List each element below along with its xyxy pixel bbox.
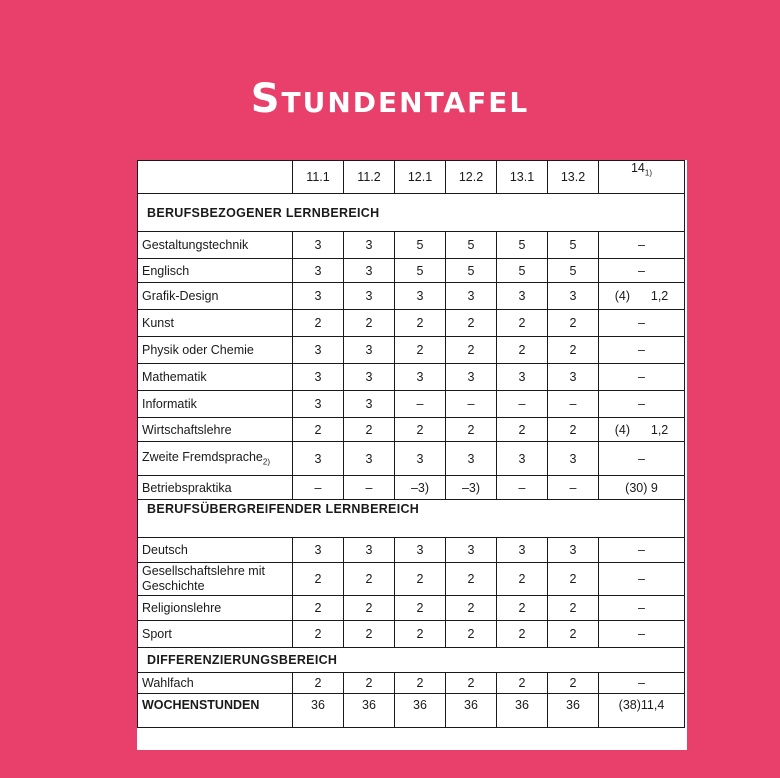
hours-cell-14: – — [599, 563, 685, 596]
subject-label: Kunst — [142, 316, 174, 330]
subject-row — [138, 442, 685, 476]
hours-cell: 3 — [446, 364, 497, 391]
hours-cell: 2 — [446, 673, 497, 694]
hours-cell: 3 — [293, 232, 344, 259]
subject-name — [138, 364, 293, 391]
section-title: DIFFERENZIERUNGSBEREICH — [138, 648, 685, 673]
hours-cell: 2 — [344, 418, 395, 442]
hours-cell: 2 — [344, 596, 395, 621]
column-header — [548, 161, 599, 194]
total-row — [138, 694, 685, 728]
hours-cell: 2 — [497, 310, 548, 337]
hours-cell: 2 — [497, 337, 548, 364]
subject-row — [138, 673, 685, 694]
subject-name — [138, 476, 293, 500]
hours-cell: 5 — [548, 259, 599, 283]
hours-cell: 3 — [293, 538, 344, 563]
subject-label: Deutsch — [142, 543, 188, 557]
hours-cell-14: (30) 9 — [599, 476, 685, 500]
subject-label: Zweite Fremdsprache — [142, 450, 263, 465]
hours-cell: 3 — [344, 259, 395, 283]
hours-cell: 2 — [395, 596, 446, 621]
section-row — [138, 500, 685, 538]
subject-name — [138, 310, 293, 337]
hours-cell-14: – — [599, 538, 685, 563]
hours-cell: – — [293, 476, 344, 500]
hours-cell-14: – — [599, 596, 685, 621]
subject-name — [138, 283, 293, 310]
hours-cell: 3 — [497, 283, 548, 310]
hours-cell: – — [497, 391, 548, 418]
subject-label: Informatik — [142, 397, 197, 411]
hours-cell: 2 — [548, 418, 599, 442]
column-header — [395, 161, 446, 194]
hours-cell: 2 — [497, 621, 548, 648]
hours-cell: 2 — [293, 418, 344, 442]
total-cell: 36 — [293, 694, 344, 728]
hours-cell: 3 — [344, 232, 395, 259]
hours-cell: 3 — [344, 538, 395, 563]
column-header-label: 13.1 — [509, 170, 535, 184]
hours-cell: 2 — [548, 337, 599, 364]
hours-cell: 2 — [395, 337, 446, 364]
hours-cell: 3 — [395, 283, 446, 310]
hours-cell: 2 — [548, 673, 599, 694]
hours-cell-14: – — [599, 673, 685, 694]
hours-cell: 3 — [395, 364, 446, 391]
hours-cell: 5 — [395, 232, 446, 259]
subject-name — [138, 337, 293, 364]
hours-cell: 5 — [446, 259, 497, 283]
hours-cell: – — [548, 476, 599, 500]
hours-cell: 3 — [548, 364, 599, 391]
total-cell: 36 — [497, 694, 548, 728]
hours-cell: 3 — [344, 337, 395, 364]
column-header-label: 11.2 — [357, 170, 381, 184]
total-cell-14: (38)11,4 — [599, 694, 685, 728]
hours-cell-14: – — [599, 232, 685, 259]
hours-cell: 3 — [446, 283, 497, 310]
hours-cell: 2 — [446, 337, 497, 364]
hours-cell: 2 — [344, 621, 395, 648]
hours-cell: 2 — [293, 673, 344, 694]
subject-label: Mathematik — [142, 370, 207, 384]
hours-cell: 3 — [293, 442, 344, 476]
hours-cell-14: – — [599, 259, 685, 283]
hours-cell: 2 — [395, 310, 446, 337]
subject-name — [138, 442, 293, 476]
hours-cell: 5 — [497, 259, 548, 283]
hours-cell: 2 — [548, 596, 599, 621]
section-title: BERUFSÜBERGREIFENDER LERNBEREICH — [138, 500, 685, 538]
section-title: BERUFSBEZOGENER LERNBEREICH — [138, 194, 685, 232]
subject-row — [138, 563, 685, 596]
hours-cell: 3 — [293, 364, 344, 391]
subject-name — [138, 563, 293, 596]
column-header — [293, 161, 344, 194]
hours-cell: 3 — [395, 538, 446, 563]
hours-cell: 2 — [293, 563, 344, 596]
hours-cell: 3 — [293, 337, 344, 364]
hours-cell: 2 — [446, 310, 497, 337]
hours-cell-14: – — [599, 391, 685, 418]
hours-cell: 5 — [395, 259, 446, 283]
hours-cell: 2 — [395, 418, 446, 442]
total-cell: 36 — [395, 694, 446, 728]
hours-cell: 3 — [344, 442, 395, 476]
subject-label: Betriebspraktika — [142, 480, 232, 495]
hours-cell: 3 — [497, 364, 548, 391]
column-header-label: 12.1 — [407, 170, 433, 184]
hours-cell: – — [548, 391, 599, 418]
subject-name — [138, 418, 293, 442]
subject-label: Religionslehre — [142, 601, 222, 615]
hours-cell: 2 — [293, 621, 344, 648]
subject-row — [138, 418, 685, 442]
page-title: Stundentafel — [250, 76, 530, 122]
header-row — [138, 161, 685, 194]
subject-name — [138, 232, 293, 259]
hours-cell: 2 — [395, 621, 446, 648]
hours-cell: 3 — [344, 283, 395, 310]
hours-cell: 2 — [395, 673, 446, 694]
hours-cell: 2 — [446, 563, 497, 596]
hours-cell: 2 — [548, 563, 599, 596]
hours-cell: 2 — [293, 596, 344, 621]
hours-cell: – — [395, 391, 446, 418]
subject-row — [138, 476, 685, 500]
column-header — [497, 161, 548, 194]
subject-row — [138, 621, 685, 648]
subject-row — [138, 283, 685, 310]
subject-label: Physik oder Chemie — [142, 343, 254, 357]
hours-cell: 2 — [446, 621, 497, 648]
subject-row — [138, 596, 685, 621]
hours-cell-14: – — [599, 337, 685, 364]
hours-cell: 5 — [548, 232, 599, 259]
hours-cell: 2 — [497, 563, 548, 596]
subject-label: Englisch — [142, 263, 190, 278]
timetable-sheet — [137, 160, 687, 750]
column-header-label: 13.2 — [560, 170, 586, 184]
subject-row — [138, 337, 685, 364]
hours-cell: 3 — [395, 442, 446, 476]
hours-cell: 5 — [446, 232, 497, 259]
subject-label: Sport — [142, 627, 172, 641]
total-label: WOCHENSTUNDEN — [138, 694, 293, 728]
hours-cell: 3 — [548, 442, 599, 476]
subject-name — [138, 391, 293, 418]
hours-cell: 2 — [497, 596, 548, 621]
hours-cell: 3 — [497, 538, 548, 563]
hours-cell-14: – — [599, 364, 685, 391]
subject-name — [138, 538, 293, 563]
hours-cell-14: (4) 1,2 — [599, 283, 685, 310]
hours-cell: 3 — [344, 364, 395, 391]
hours-cell: 3 — [497, 442, 548, 476]
hours-cell: 2 — [293, 310, 344, 337]
section-row — [138, 194, 685, 232]
hours-cell: 2 — [548, 621, 599, 648]
subject-label: Gesellschaftslehre mit Geschichte — [142, 564, 265, 593]
column-header — [138, 161, 293, 194]
timetable — [137, 160, 685, 728]
subject-name — [138, 673, 293, 694]
subject-name — [138, 259, 293, 283]
hours-cell: 2 — [548, 310, 599, 337]
hours-cell-14: – — [599, 621, 685, 648]
hours-cell: 3 — [293, 259, 344, 283]
total-cell: 36 — [548, 694, 599, 728]
hours-cell: 3 — [446, 538, 497, 563]
hours-cell: 3 — [548, 283, 599, 310]
hours-cell: – — [344, 476, 395, 500]
column-header-label: 11.1 — [306, 170, 330, 184]
hours-cell: 2 — [344, 673, 395, 694]
hours-cell: 2 — [446, 418, 497, 442]
hours-cell: – — [446, 391, 497, 418]
hours-cell: 2 — [497, 673, 548, 694]
hours-cell-14: – — [599, 310, 685, 337]
column-header-label: 12.2 — [458, 170, 484, 184]
hours-cell: 3 — [344, 391, 395, 418]
subject-name — [138, 621, 293, 648]
subject-label: Grafik-Design — [142, 289, 219, 303]
hours-cell: 2 — [395, 563, 446, 596]
hours-cell: 2 — [497, 418, 548, 442]
subject-row — [138, 364, 685, 391]
hours-cell: – — [497, 476, 548, 500]
hours-cell: 3 — [293, 391, 344, 418]
hours-cell: 3 — [446, 442, 497, 476]
subject-row — [138, 232, 685, 259]
footnote-marker: 2) — [262, 457, 270, 467]
total-cell: 36 — [446, 694, 497, 728]
subject-label: Wirtschaftslehre — [142, 422, 232, 437]
hours-cell: –3) — [446, 476, 497, 500]
subject-label: Gestaltungstechnik — [142, 238, 249, 252]
hours-cell: 2 — [344, 563, 395, 596]
subject-row — [138, 310, 685, 337]
hours-cell: 2 — [344, 310, 395, 337]
column-header — [344, 161, 395, 194]
hours-cell: –3) — [395, 476, 446, 500]
hours-cell: 5 — [497, 232, 548, 259]
hours-cell: 2 — [446, 596, 497, 621]
hours-cell-14: (4) 1,2 — [599, 418, 685, 442]
subject-name — [138, 596, 293, 621]
subject-row — [138, 391, 685, 418]
footnote-marker: 1) — [644, 168, 653, 178]
subject-row — [138, 259, 685, 283]
hours-cell: 3 — [293, 283, 344, 310]
hours-cell-14: – — [599, 442, 685, 476]
hours-cell: 3 — [548, 538, 599, 563]
column-header — [599, 161, 685, 194]
subject-label: Wahlfach — [142, 676, 194, 690]
section-row — [138, 648, 685, 673]
column-header-label: 14 — [630, 161, 645, 175]
subject-row — [138, 538, 685, 563]
total-cell: 36 — [344, 694, 395, 728]
column-header — [446, 161, 497, 194]
